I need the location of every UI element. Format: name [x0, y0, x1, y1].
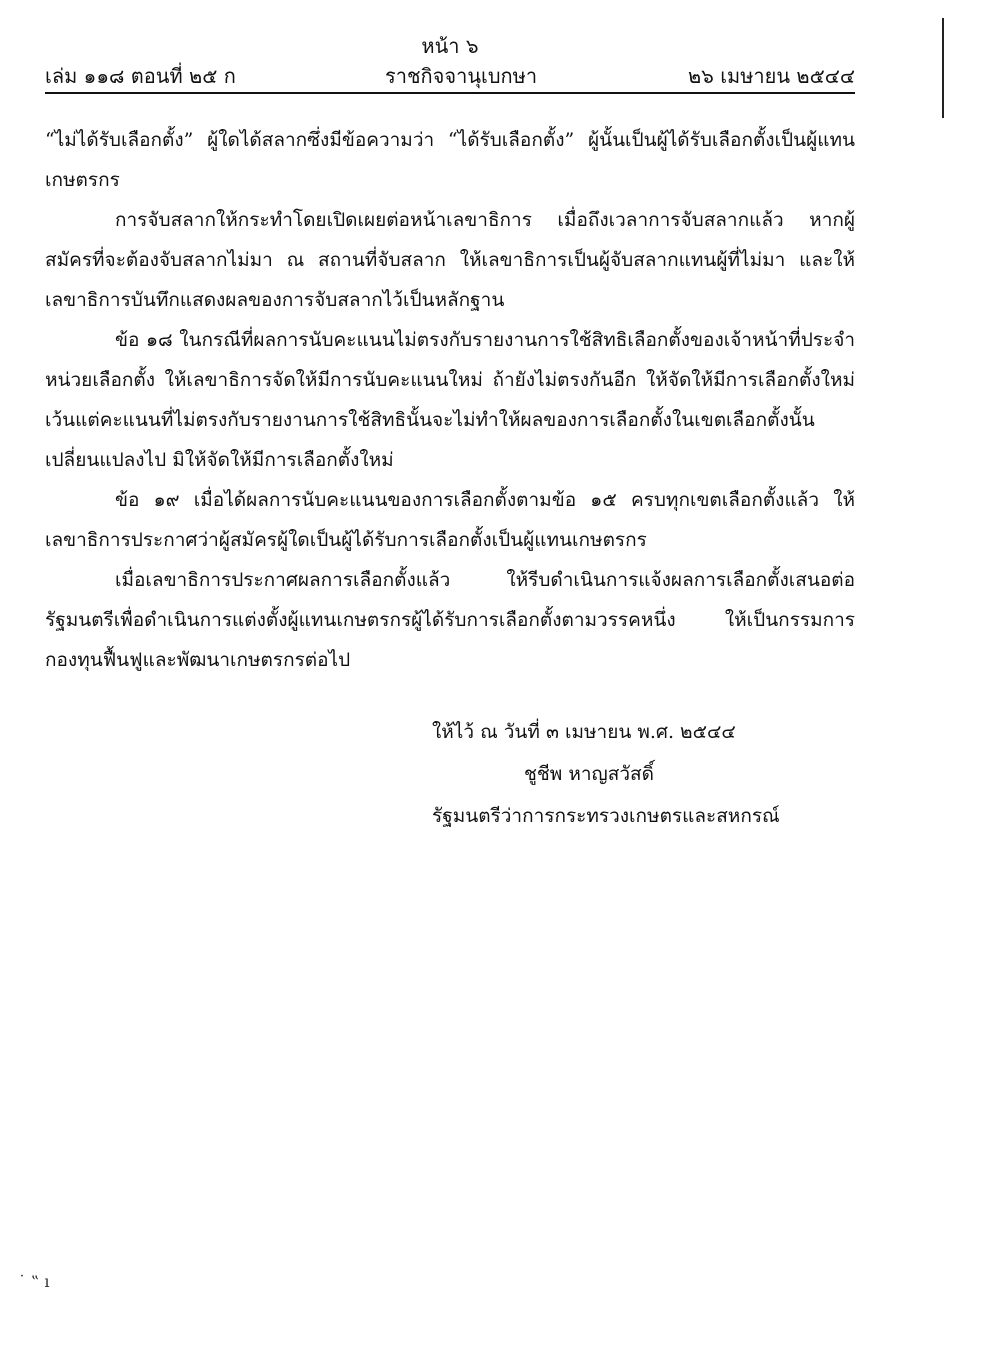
margin-mark-bottom-left: ˙ ‟ ı [18, 1272, 50, 1291]
clause-19: ข้อ ๑๙ เมื่อได้ผลการนับคะแนนของการเลือกตั้งตามข้อ ๑๕ ครบทุกเขตเลือกตั้งแล้ว ให้เลขาธิการประกาศว่าผู้สมัครผู้ใดเป็นผู้ได้รับการเลือกตั้งเป็นผู้แทนเกษตรกร [45, 489, 855, 551]
scan-edge-line [942, 18, 944, 118]
paragraph-2: การจับสลากให้กระทำโดยเปิดเผยต่อหน้าเลขาธิการ เมื่อถึงเวลาการจับสลากแล้ว หากผู้สมัครที่จะต้องจับสลากไม่มา ณ สถานที่จับสลาก ให้เลขาธิการเป็นผู้จับสลากแทนผู้ที่ไม่มา และให้เลขาธิการบันทึกแสดงผลของการจับสลากไว้เป็นหลักฐาน [45, 209, 855, 311]
publication-date: ๒๖ เมษายน ๒๕๔๔ [687, 64, 855, 88]
signatory-position: รัฐมนตรีว่าการกระทรวงเกษตรและสหกรณ์ [432, 805, 780, 827]
publication-name: ราชกิจจานุเบกษา [385, 64, 538, 88]
volume-issue: เล่ม ๑๑๘ ตอนที่ ๒๕ ก [45, 64, 236, 88]
clause-18: ข้อ ๑๘ ในกรณีที่ผลการนับคะแนนไม่ตรงกับรายงานการใช้สิทธิเลือกตั้งของเจ้าหน้าที่ประจำหน่วยเลือกตั้ง ให้เลขาธิการจัดให้มีการนับคะแนนใหม่ ถ้ายังไม่ตรงกันอีก ให้จัดให้มีการเลือกตั้งใหม่ เว้นแต่คะแนนที่ไม่ตรงกับรายงานการใช้สิทธินั้นจะไม่ทำให้ผลของการเลือกตั้งในเขตเลือกตั้งนั้นเปลี่ยนแปลงไป มิให้จัดให้มีการเลือกตั้งใหม่ [45, 329, 855, 471]
paragraph-1: “ไม่ได้รับเลือกตั้ง” ผู้ใดได้สลากซึ่งมีข้อความว่า “ได้รับเลือกตั้ง” ผู้นั้นเป็นผู้ได้รับเลือกตั้งเป็นผู้แทนเกษตรกร [45, 129, 855, 191]
document-body [45, 120, 855, 680]
paragraph-5: เมื่อเลขาธิการประกาศผลการเลือกตั้งแล้ว ให้รีบดำเนินการแจ้งผลการเลือกตั้งเสนอต่อรัฐมนตรีเพื่อดำเนินการแต่งตั้งผู้แทนเกษตรกรผู้ได้รับการเลือกตั้งตามวรรคหนึ่ง ให้เป็นกรรมการกองทุนฟื้นฟูและพัฒนาเกษตรกรต่อไป [45, 569, 855, 671]
signatory-name: ชูชีพ หาญสวัสดิ์ [524, 763, 654, 785]
page-number: หน้า ๖ [421, 34, 479, 58]
gazette-header [45, 60, 855, 94]
given-date: ให้ไว้ ณ วันที่ ๓ เมษายน พ.ศ. ๒๕๔๔ [432, 721, 736, 743]
